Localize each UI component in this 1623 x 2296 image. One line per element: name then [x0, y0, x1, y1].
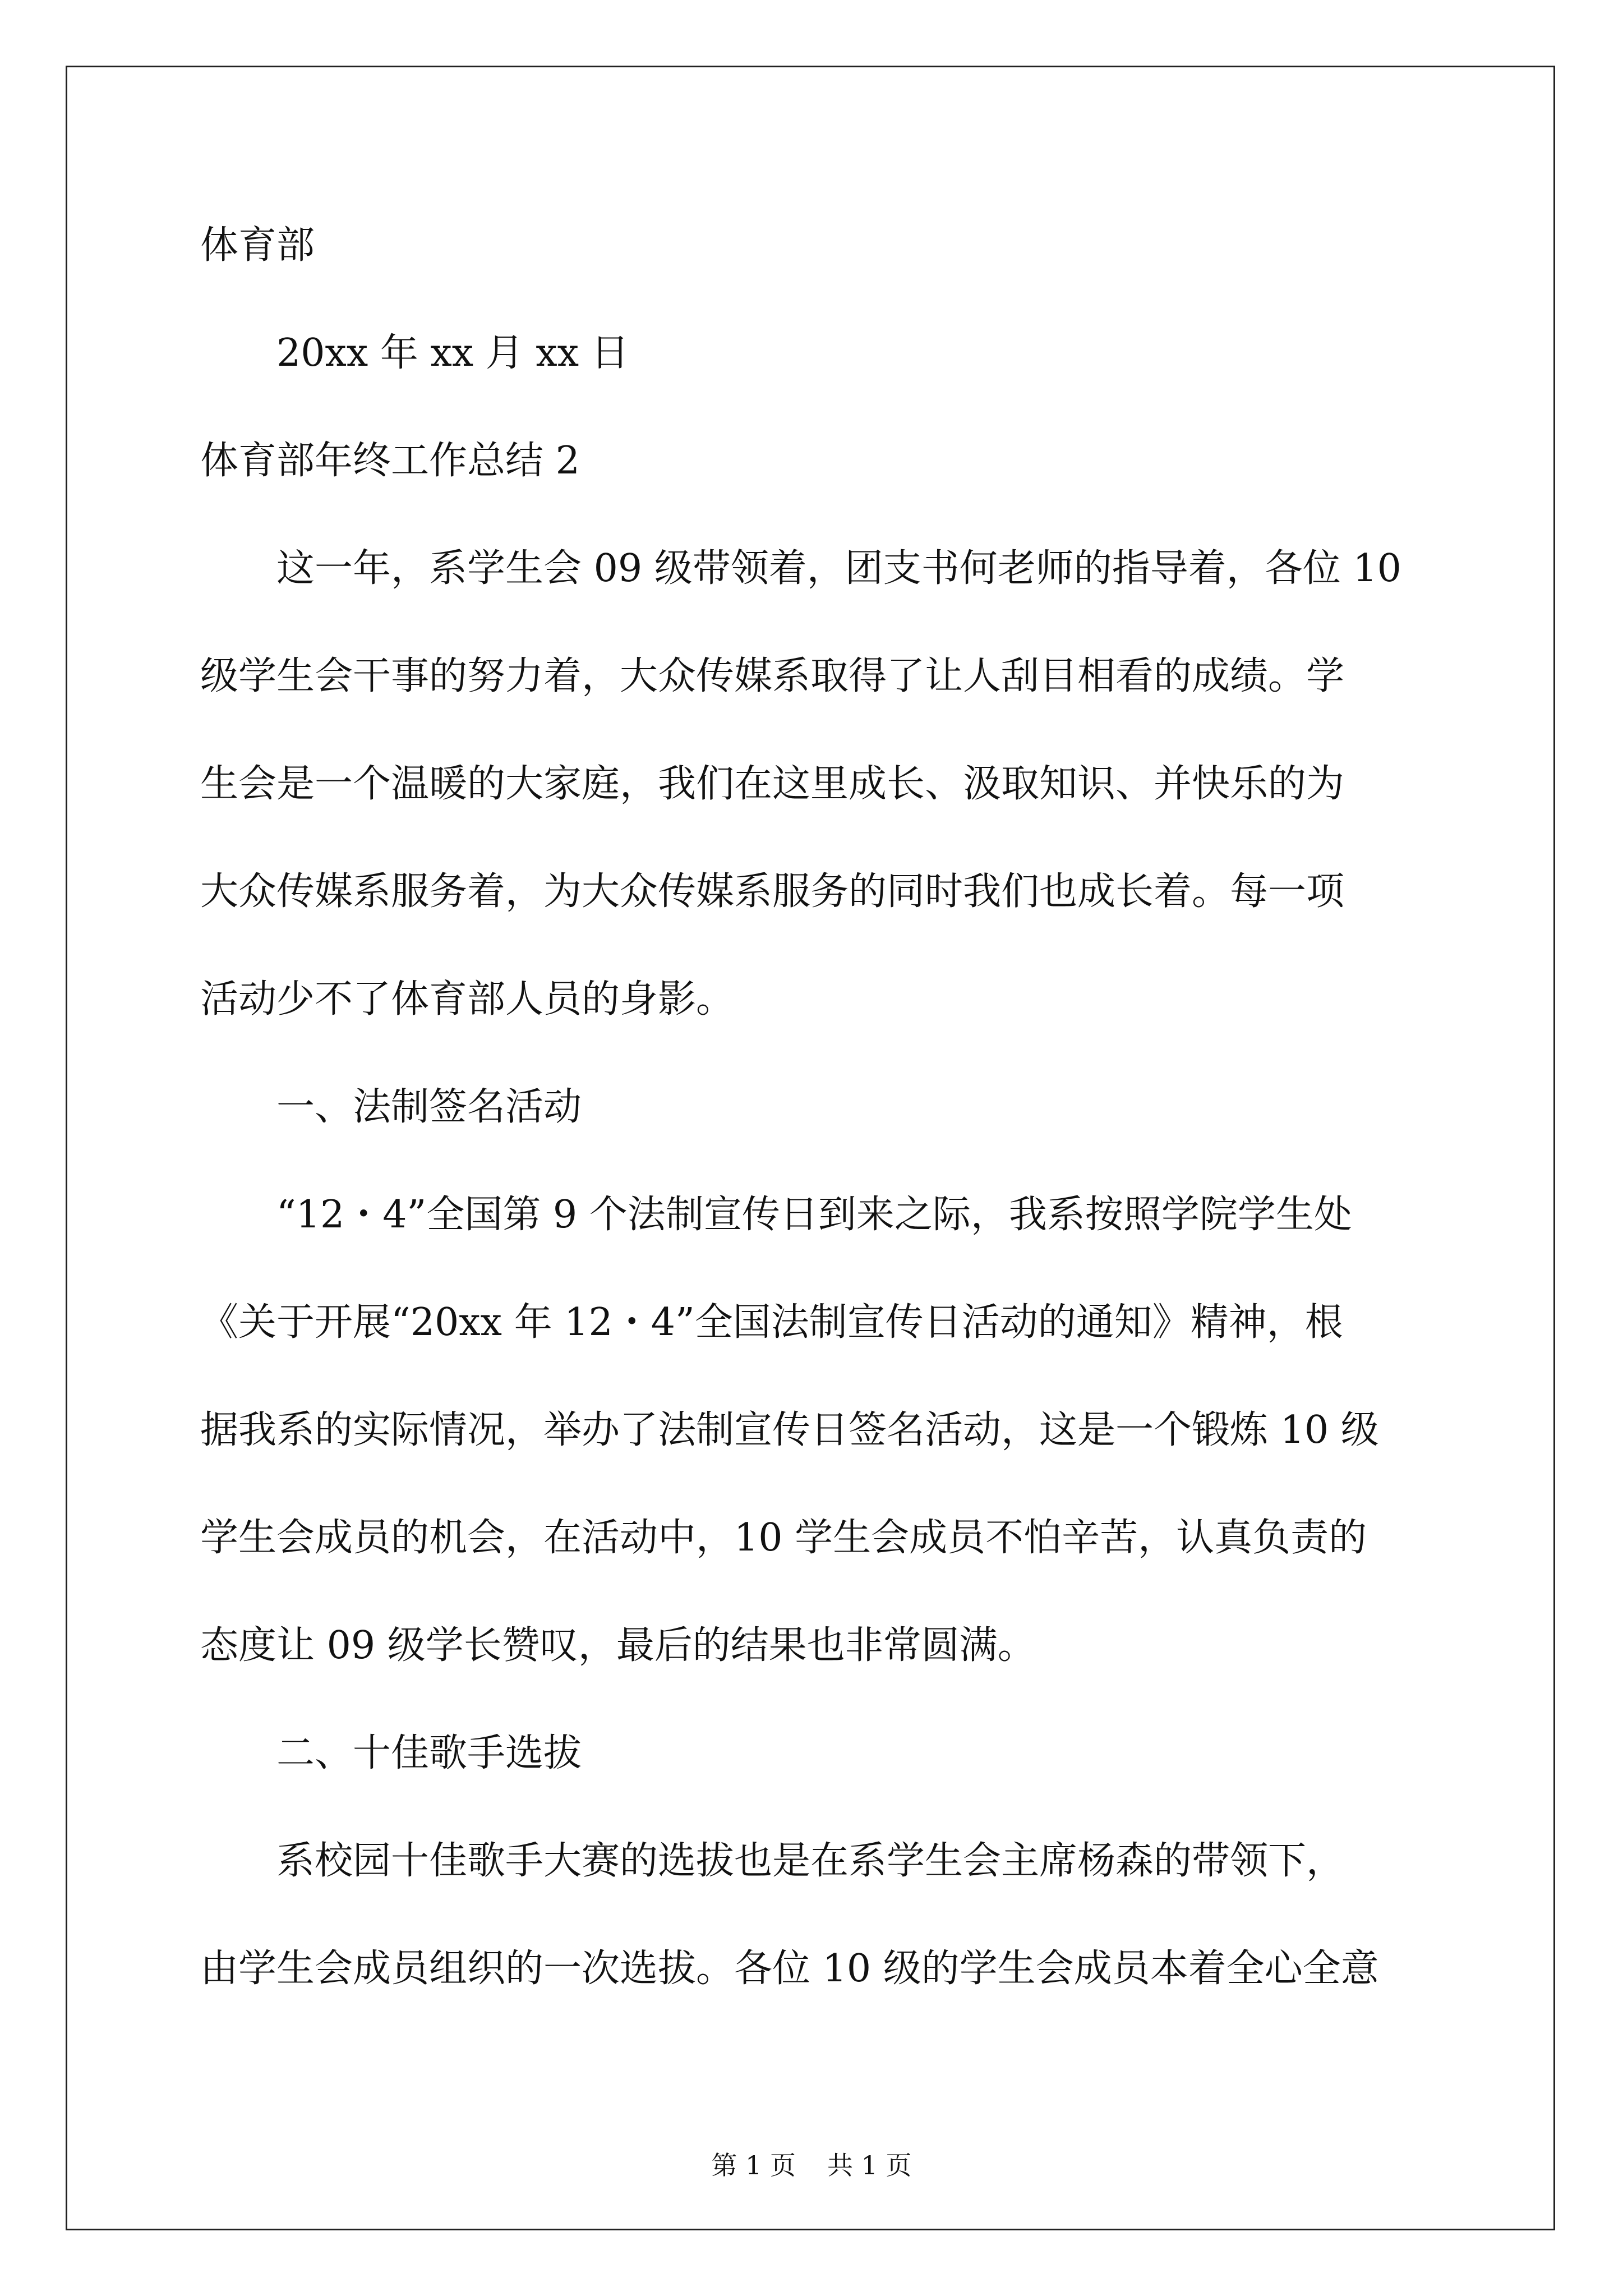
section-2-paragraph [200, 1834, 1434, 1996]
section-2-heading: 二、十佳歌手选拔 [276, 1731, 582, 1775]
text-line: 级学生会干事的努力着，大众传媒系取得了让人刮目相看的成绩。学 [200, 654, 1345, 698]
text-line: 大众传媒系服务着，为大众传媒系服务的同时我们也成长着。每一项 [200, 869, 1345, 914]
page-footer [0, 2148, 1623, 2182]
text-line: 由学生会成员组织的一次选拔。各位 10 级的学生会成员本着全心全意 [200, 1947, 1379, 1991]
document-title: 体育部年终工作总结 2 [200, 439, 580, 483]
text-line: 系校园十佳歌手大赛的选拔也是在系学生会主席杨森的带领下， [276, 1839, 1345, 1883]
page-total: 共 1 页 [827, 2150, 912, 2180]
document-body [200, 219, 1434, 1996]
section-1-heading: 一、法制签名活动 [276, 1085, 582, 1129]
page-number: 第 1 页 [711, 2150, 796, 2180]
section-1-paragraph [200, 1188, 1434, 1673]
text-line: 据我系的实际情况，举办了法制宣传日签名活动，这是一个锻炼 10 级 [200, 1408, 1379, 1452]
document-date: 20xx 年 xx 月 xx 日 [276, 331, 629, 375]
text-line: 态度让 09 级学长赞叹，最后的结果也非常圆满。 [200, 1623, 1036, 1668]
text-line: 活动少不了体育部人员的身影。 [200, 977, 735, 1022]
text-line: 这一年，系学生会 09 级带领着，团支书何老师的指导着，各位 10 [276, 546, 1401, 591]
text-line: 《关于开展“20xx 年 12・4”全国法制宣传日活动的通知》精神，根 [200, 1300, 1343, 1345]
text-line: “12・4”全国第 9 个法制宣传日到来之际，我系按照学院学生处 [276, 1193, 1352, 1237]
text-line: 生会是一个温暖的大家庭，我们在这里成长、汲取知识、并快乐的为 [200, 762, 1345, 806]
intro-paragraph [200, 542, 1434, 1027]
text-line: 学生会成员的机会，在活动中，10 学生会成员不怕辛苦，认真负责的 [200, 1516, 1367, 1560]
department-heading: 体育部 [200, 223, 315, 268]
